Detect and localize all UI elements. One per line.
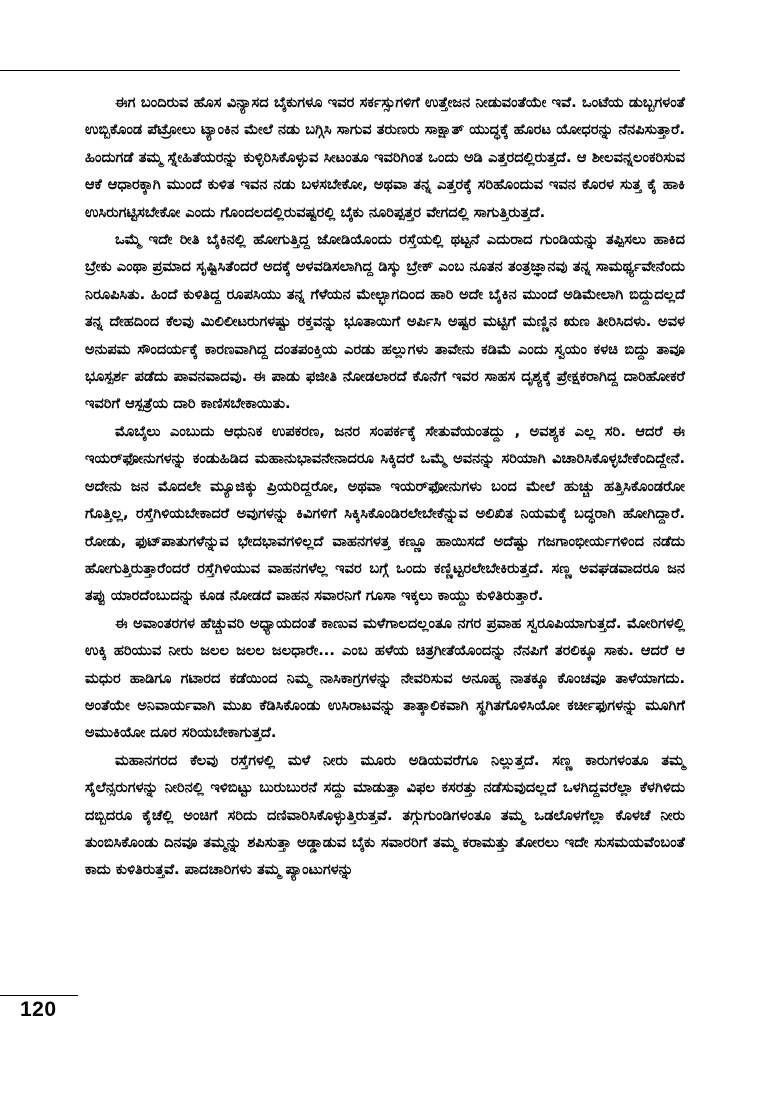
paragraph: ಮಹಾನಗರದ ಕೆಲವು ರಸ್ತೆಗಳಲ್ಲಿ ಮಳೆ ನೀರು ಮೂರು ಅಡಿಯವರೆಗೂ ನಿಲ್ಲುತ್ತದೆ. ಸಣ್ಣ ಕಾರುಗಳಂತೂ ತಮ್ಮ ಸೈಲೆನ್ಸರುಗಳನ್ನು ನೀರಿನಲ್ಲಿ ಇಳಿಬಿಟ್ಟು ಬುರುಬುರನೆ ಸದ್ದು ಮಾಡುತ್ತಾ ವಿಫಲ ಕಸರತ್ತು ನಡೆಸುವುದಲ್ಲದೆ ಒಳಗಿದ್ದವರೆಲ್ಲಾ ಕೆಳಗಿಳಿದು ದಬ್ಬಿದರೂ ಕೈಚೆಲ್ಲಿ ಅಂಚಿಗೆ ಸರಿದು ದಣಿವಾರಿಸಿಕೊಳ್ಳುತ್ತಿರುತ್ತವೆ. ತಗ್ಗುಗುಂಡಿಗಳಂತೂ ತಮ್ಮ ಒಡಲೊಳಗೆಲ್ಲಾ ಕೊಳಚೆ ನೀರು ತುಂಬಿಸಿಕೊಂಡು ದಿನವೂ ತಮ್ಮನ್ನು ಶಪಿಸುತ್ತಾ ಅಡ್ಡಾಡುವ ಬೈಕು ಸವಾರರಿಗೆ ತಮ್ಮ ಕರಾಮತ್ತು ತೋರಲು ಇದೇ ಸುಸಮಯವೆಂಬಂತೆ ಕಾದು ಕುಳಿತಿರುತ್ತವೆ. ಪಾದಚಾರಿಗಳು ತಮ್ಮ ಪ್ಯಾಂಟುಗಳನ್ನು: [85, 751, 685, 879]
header-rule: [0, 70, 680, 71]
paragraph: ಒಮ್ಮೆ ಇದೇ ರೀತಿ ಬೈಕಿನಲ್ಲಿ ಹೋಗುತ್ತಿದ್ದ ಜೋಡಿಯೊಂದು ರಸ್ತೆಯಲ್ಲಿ ಥಟ್ಟನೆ ಎದುರಾದ ಗುಂಡಿಯನ್ನು ತಪ್ಪಿಸಲು ಹಾಕಿದ ಬ್ರೇಕು ಎಂಥಾ ಪ್ರಮಾದ ಸೃಷ್ಟಿಸಿತೆಂದರೆ ಅದಕ್ಕೆ ಅಳವಡಿಸಲಾಗಿದ್ದ ಡಿಸ್ಕು ಬ್ರೇಕ್ ಎಂಬ ನೂತನ ತಂತ್ರಜ್ಞಾನವು ತನ್ನ ಸಾಮರ್ಥ್ಯವೇನೆಂದು ನಿರೂಪಿಸಿತು. ಹಿಂದೆ ಕುಳಿತಿದ್ದ ರೂಪಸಿಯು ತನ್ನ ಗೆಳೆಯನ ಮೇಲ್ಭಾಗದಿಂದ ಹಾರಿ ಅದೇ ಬೈಕಿನ ಮುಂದೆ ಅಡಿಮೇಲಾಗಿ ಬಿದ್ದುದಲ್ಲದೆ ತನ್ನ ದೇಹದಿಂದ ಕೆಲವು ಮಿಲಿಲೀಟರುಗಳಷ್ಟು ರಕ್ತವನ್ನು ಭೂತಾಯಿಗೆ ಅರ್ಪಿಸಿ ಅಷ್ಟರ ಮಟ್ಟಿಗೆ ಮಣ್ಣಿನ ಋಣ ತೀರಿಸಿದಳು. ಅವಳ ಅನುಪಮ ಸೌಂದರ್ಯಕ್ಕೆ ಕಾರಣವಾಗಿದ್ದ ದಂತಪಂಕ್ತಿಯ ಎರಡು ಹಲ್ಲುಗಳು ತಾವೇನು ಕಡಿಮೆ ಎಂದು ಸ್ವಯಂ ಕಳಚಿ ಬಿದ್ದು ತಾವೂ ಭೂಸ್ಪರ್ಶ ಪಡೆದು ಪಾವನವಾದವು. ಈ ಪಾಡು ಫಜೀತಿ ನೋಡಲಾರದೆ ಕೊನೆಗೆ ಇವರ ಸಾಹಸ ದೃಶ್ಯಕ್ಕೆ ಪ್ರೇಕ್ಷಕರಾಗಿದ್ದ ದಾರಿಹೋಕರೆ ಇವರಿಗೆ ಆಸ್ಪತ್ರೆಯ ದಾರಿ ಕಾಣಿಸಬೇಕಾಯಿತು.: [85, 231, 685, 413]
body-text: [85, 89, 685, 884]
footer-rule: [0, 995, 78, 996]
paragraph: ಮೊಬೈಲು ಎಂಬುದು ಆಧುನಿಕ ಉಪಕರಣ, ಜನರ ಸಂಪರ್ಕಕ್ಕೆ ಸೇತುವೆಯಂತದ್ದು , ಅವಶ್ಯಕ ಎಲ್ಲ ಸರಿ. ಆದರೆ ಈ ಇಯರ್‌ಫೋನುಗಳನ್ನು ಕಂಡುಹಿಡಿದ ಮಹಾನುಭಾವನೇನಾದರೂ ಸಿಕ್ಕಿದರೆ ಒಮ್ಮೆ ಅವನನ್ನು ಸರಿಯಾಗಿ ವಿಚಾರಿಸಿಕೊಳ್ಳಬೇಕೆಂದಿದ್ದೇನೆ. ಅದೇನು ಜನ ಮೊದಲೇ ಮ್ಯೂಜಿಕ್ಕು ಪ್ರಿಯರಿದ್ದರೋ, ಅಥವಾ ಇಯರ್‌ಫೋನುಗಳು ಬಂದ ಮೇಲೆ ಹುಚ್ಚು ಹತ್ತಿಸಿಕೊಂಡರೋ ಗೊತ್ತಿಲ್ಲ, ರಸ್ತೆಗಿಳಿಯಬೇಕಾದರೆ ಅವುಗಳನ್ನು ಕಿವಿಗಳಿಗೆ ಸಿಕ್ಕಿಸಿಕೊಂಡಿರಲೇಬೇಕೆನ್ನುವ ಅಲಿಖಿತ ನಿಯಮಕ್ಕೆ ಬದ್ಧರಾಗಿ ಹೋಗಿದ್ದಾರೆ. ರೋಡು, ಫುಟ್‌ಪಾತುಗಳೆನ್ನುವ ಭೇದಭಾವಗಳಿಲ್ಲದೆ ವಾಹನಗಳತ್ತ ಕಣ್ಣೂ ಹಾಯಿಸದೆ ಅದೆಷ್ಟು ಗಜಗಾಂಭೀರ್ಯಗಳಿಂದ ನಡೆದು ಹೋಗುತ್ತಿರುತ್ತಾರೆಂದರೆ ರಸ್ತೆಗಿಳಿಯುವ ವಾಹನಗಳೆಲ್ಲ ಇವರ ಬಗ್ಗೆ ಒಂದು ಕಣ್ಣಿಟ್ಟರಲೇಬೇಕಿರುತ್ತದೆ. ಸಣ್ಣ ಅವಘಡವಾದರೂ ಜನ ತಪ್ಪು ಯಾರದೆಂಬುದನ್ನು ಕೂಡ ನೋಡದೆ ವಾಹನ ಸವಾರನಿಗೆ ಗೂಸಾ ಇಕ್ಕಲು ಕಾಯ್ದು ಕುಳಿತಿರುತ್ತಾರೆ.: [85, 422, 685, 605]
paragraph: ಈಗ ಬಂದಿರುವ ಹೊಸ ವಿನ್ಯಾಸದ ಬೈಕುಗಳೂ ಇವರ ಸರ್ಕಸ್ಸುಗಳಿಗೆ ಉತ್ತೇಜನ ನೀಡುವಂತೆಯೇ ಇವೆ. ಒಂಟೆಯ ಡುಬ್ಬಗಳಂತೆ ಉಬ್ಬಿಕೊಂಡ ಪೆಟ್ರೋಲು ಟ್ಯಾಂಕಿನ ಮೇಲೆ ನಡು ಬಗ್ಗಿಸಿ ಸಾಗುವ ತರುಣರು ಸಾಕ್ಷಾತ್ ಯುದ್ಧಕ್ಕೆ ಹೊರಟ ಯೋಧರನ್ನು ನೆನಪಿಸುತ್ತಾರೆ. ಹಿಂದುಗಡೆ ತಮ್ಮ ಸ್ನೇಹಿತೆಯರನ್ನು ಕುಳ್ಳಿರಿಸಿಕೊಳ್ಳುವ ಸೀಟಂತೂ ಇವರಿಗಿಂತ ಒಂದು ಅಡಿ ಎತ್ತರದಲ್ಲಿರುತ್ತದೆ. ಆ ಶೀಲವನ್ನಲಂಕರಿಸುವ ಆಕೆ ಆಧಾರಕ್ಕಾಗಿ ಮುಂದೆ ಕುಳಿತ ಇವನ ನಡು ಬಳಸಬೇಕೋ, ಅಥವಾ ತನ್ನ ಎತ್ತರಕ್ಕೆ ಸರಿಹೊಂದುವ ಇವನ ಕೊರಳ ಸುತ್ತ ಕೈ ಹಾಕಿ ಉಸಿರುಗಟ್ಟಿಸಬೇಕೋ ಎಂದು ಗೊಂದಲದಲ್ಲಿರುವಷ್ಟರಲ್ಲಿ ಬೈಕು ನೂರಿಪ್ಪತ್ತರ ವೇಗದಲ್ಲಿ ಸಾಗುತ್ತಿರುತ್ತದೆ.: [85, 94, 685, 221]
paragraph: ಈ ಅವಾಂತರಗಳ ಹೆಚ್ಚುವರಿ ಅಧ್ಯಾಯದಂತೆ ಕಾಣುವ ಮಳೆಗಾಲದಲ್ಲಂತೂ ನಗರ ಪ್ರವಾಹ ಸ್ವರೂಪಿಯಾಗುತ್ತದೆ. ಮೋರಿಗಳಲ್ಲಿ ಉಕ್ಕಿ ಹರಿಯುವ ನೀರು ಜಲಲ ಜಲಲ ಜಲಧಾರೇ... ಎಂಬ ಹಳೆಯ ಚಿತ್ರಗೀತೆಯೊಂದನ್ನು ನೆನಪಿಗೆ ತರಲಿಕ್ಕೂ ಸಾಕು. ಆದರೆ ಆ ಮಧುರ ಹಾಡಿಗೂ ಗಟಾರದ ಕಡೆಯಿಂದ ನಿಮ್ಮ ನಾಸಿಕಾಗ್ರಗಳನ್ನು ನೇವರಿಸುವ ಅನೂಹ್ಯ ನಾತಕ್ಕೂ ಕೊಂಚವೂ ತಾಳೆಯಾಗದು. ಅಂತೆಯೇ ಅನಿವಾರ್ಯವಾಗಿ ಮುಖ ಕೆಡಿಸಿಕೊಂಡು ಉಸಿರಾಟವನ್ನು ತಾತ್ಕಾಲಿಕವಾಗಿ ಸ್ಥಗಿತಗೊಳಿಸಿಯೋ ಕರ್ಚೀಫುಗಳನ್ನು ಮೂಗಿಗೆ ಅಮುಕಿಯೋ ದೂರ ಸರಿಯಬೇಕಾಗುತ್ತದೆ.: [85, 614, 685, 742]
page-number: 120: [20, 998, 57, 1021]
